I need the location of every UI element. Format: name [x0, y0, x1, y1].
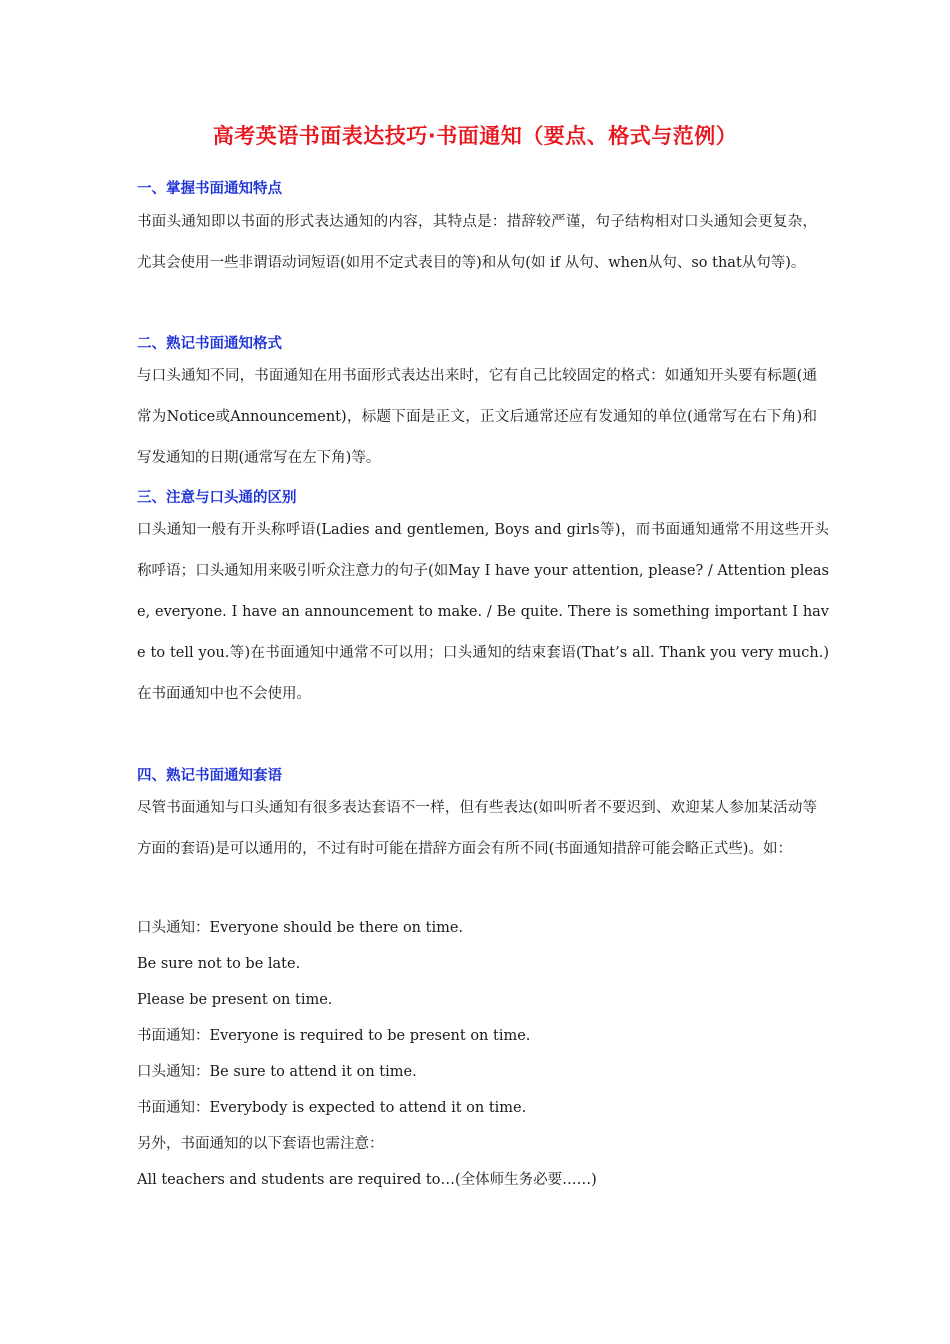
section-heading-1: 一、掌握书面通知特点 [137, 181, 282, 197]
example-line: 另外，书面通知的以下套语也需注意： [137, 1136, 384, 1152]
section-heading-4: 四、熟记书面通知套语 [137, 768, 282, 784]
example-line: 口头通知：Everyone should be there on time. [137, 920, 464, 936]
example-line: 书面通知：Everybody is expected to attend it on time. [137, 1100, 527, 1116]
example-line: 口头通知：Be sure to attend it on time. [137, 1064, 417, 1080]
example-line: Please be present on time. [137, 992, 333, 1008]
section-paragraph-3: 口头通知一般有开头称呼语(Ladies and gentlemen, Boys and girls等)，而书面通知通常不用这些开头称呼语；口头通知用来吸引听众注意力的句子(如May I have your attention, please? / Attention please, everyone. I have an announcement to make. / Be quite. There is something important I have to tell you.等)在书面通知中通常不可以用；口头通知的结束套语(That’s all. Thank you very much.)在书面通知中也不会使用。 [137, 522, 829, 702]
section-heading-3: 三、注意与口头通的区别 [137, 490, 297, 506]
example-line: Be sure not to be late. [137, 956, 301, 972]
document-title: 高考英语书面表达技巧·书面通知（要点、格式与范例） [212, 124, 738, 148]
example-line: 书面通知：Everyone is required to be present on time. [137, 1028, 531, 1044]
example-line: All teachers and students are required to…(全体师生务必要……) [137, 1172, 597, 1188]
section-paragraph-2: 与口头通知不同，书面通知在用书面形式表达出来时，它有自己比较固定的格式：如通知开头要有标题(通常为Notice或Announcement)，标题下面是正文，正文后通常还应有发通知的单位(通常写在右下角)和写发通知的日期(通常写在左下角)等。 [137, 368, 817, 466]
section-paragraph-4: 尽管书面通知与口头通知有很多表达套语不一样，但有些表达(如叫听者不要迟到、欢迎某人参加某活动等方面的套语)是可以通用的，不过有时可能在措辞方面会有所不同(书面通知措辞可能会略正式些)。如： [137, 800, 817, 857]
section-paragraph-1: 书面头通知即以书面的形式表达通知的内容，其特点是：措辞较严谨，句子结构相对口头通知会更复杂，尤其会使用一些非谓语动词短语(如用不定式表目的等)和从句(如 if 从句、when从句、so that从句等)。 [137, 214, 817, 271]
section-heading-2: 二、熟记书面通知格式 [137, 336, 282, 352]
